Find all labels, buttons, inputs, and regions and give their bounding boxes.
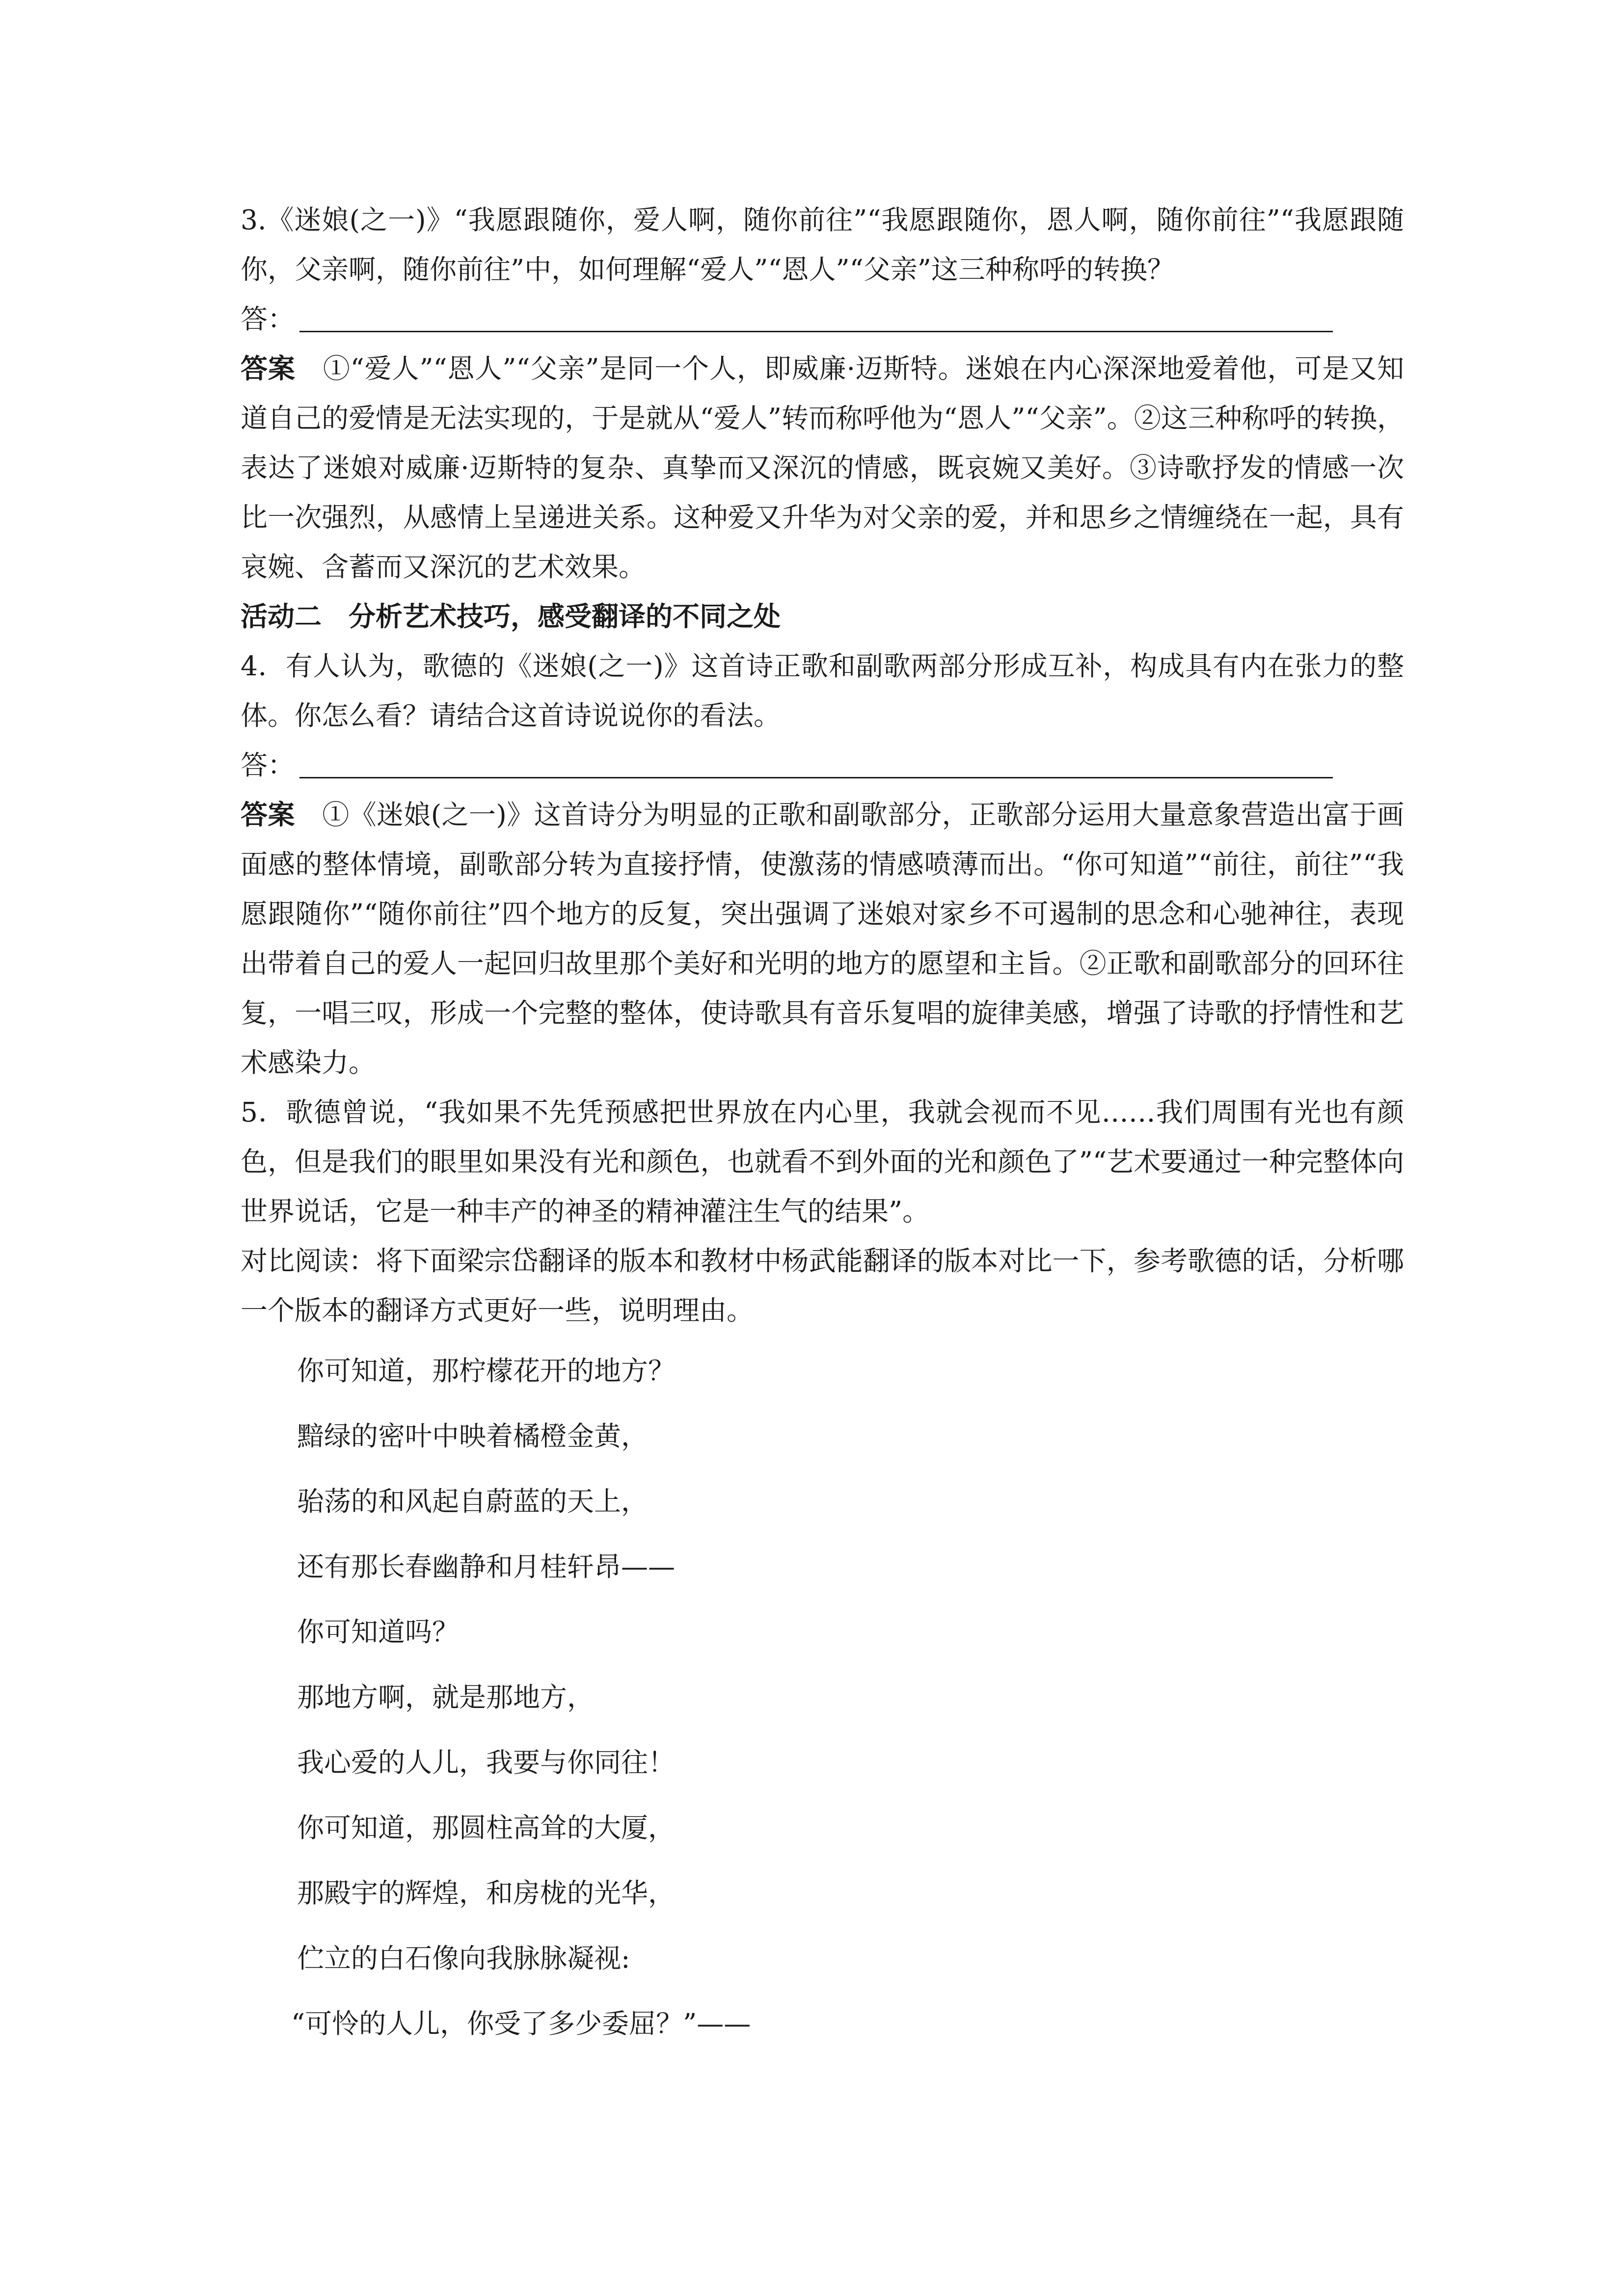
answer-label: 答案 <box>241 353 296 384</box>
document-page <box>241 195 1404 2056</box>
question-4: 4．有人认为，歌德的《迷娘(之一)》这首诗正歌和副歌两部分形成互补，构成具有内在张力的整体。你怎么看？请结合这首诗说说你的看法。 <box>241 650 1404 731</box>
question-5: 5．歌德曾说，“我如果不先凭预感把世界放在内心里，我就会视而不见……我们周围有光也有颜色，但是我们的眼里如果没有光和颜色，也就看不到外面的光和颜色了”“艺术要通过一种完整体向世界说话，它是一种丰产的神圣的精神灌注生气的结果”。 <box>241 1096 1404 1227</box>
answer-3-text: ①“爱人”“恩人”“父亲”是同一个人，即威廉·迈斯特。迷娘在内心深深地爱着他，可是又知道自己的爱情是无法实现的，于是就从“爱人”转而称呼他为“恩人”“父亲”。②这三种称呼的转换，表达了迷娘对威廉·迈斯特的复杂、真挚而又深沉的情感，既哀婉又美好。③诗歌抒发的情感一次比一次强烈，从感情上呈递进关系。这种爱又升华为对父亲的爱，并和思乡之情缠绕在一起，具有哀婉、含蓄而又深沉的艺术效果。 <box>241 353 1404 583</box>
activity-2-heading: 活动二 分析艺术技巧，感受翻译的不同之处 <box>241 601 781 632</box>
poem-line: 那殿宇的辉煌，和房栊的光华， <box>297 1877 676 1909</box>
poem-line: 你可知道，那柠檬花开的地方？ <box>297 1355 676 1387</box>
poem-line: 还有那长春幽静和月桂轩昂—— <box>297 1551 676 1582</box>
answer-label: 答案 <box>241 799 295 830</box>
answer-4-text: ①《迷娘(之一)》这首诗分为明显的正歌和副歌部分，正歌部分运用大量意象营造出富于画面感的整体情境，副歌部分转为直接抒情，使激荡的情感喷薄而出。“你可知道”“前往，前往”“我愿跟随你”“随你前往”四个地方的反复，突出强调了迷娘对家乡不可遏制的思念和心驰神往，表现出带着自己的爱人一起回归故里那个美好和光明的地方的愿望和主旨。②正歌和副歌部分的回环往复，一唱三叹，形成一个完整的整体，使诗歌具有音乐复唱的旋律美感，增强了诗歌的抒情性和艺术感染力。 <box>241 799 1404 1078</box>
answer-4 <box>241 790 1404 1088</box>
answer-blank-4[interactable] <box>241 741 1404 790</box>
poem-line: 伫立的白石像向我脉脉凝视: <box>297 1943 630 1974</box>
answer-underline <box>299 762 1333 778</box>
poem <box>241 1338 1404 2056</box>
poem-line: 骀荡的和风起自蔚蓝的天上， <box>297 1486 649 1517</box>
poem-line: 黯绿的密叶中映着橘橙金黄， <box>297 1420 649 1452</box>
answer-underline <box>299 316 1333 332</box>
answer-prefix: 答： <box>241 303 295 335</box>
poem-line: 那地方啊，就是那地方， <box>297 1682 595 1713</box>
question-3: 3.《迷娘(之一)》“我愿跟随你，爱人啊，随你前往”“我愿跟随你，恩人啊，随你前往”“我愿跟随你，父亲啊，随你前往”中，如何理解“爱人”“恩人”“父亲”这三种称呼的转换？ <box>241 204 1404 285</box>
poem-line: “可怜的人儿，你受了多少委屈？”—— <box>291 2008 751 2039</box>
poem-line: 你可知道吗？ <box>297 1616 460 1648</box>
poem-line: 我心爱的人儿，我要与你同往！ <box>297 1747 676 1778</box>
question-5-instruction: 对比阅读：将下面梁宗岱翻译的版本和教材中杨武能翻译的版本对比一下，参考歌德的话，分析哪一个版本的翻译方式更好一些，说明理由。 <box>241 1245 1404 1326</box>
poem-line: 你可知道，那圆柱高耸的大厦， <box>297 1812 676 1843</box>
answer-3 <box>241 344 1404 592</box>
answer-blank-3[interactable] <box>241 294 1404 344</box>
answer-prefix: 答： <box>241 749 295 781</box>
